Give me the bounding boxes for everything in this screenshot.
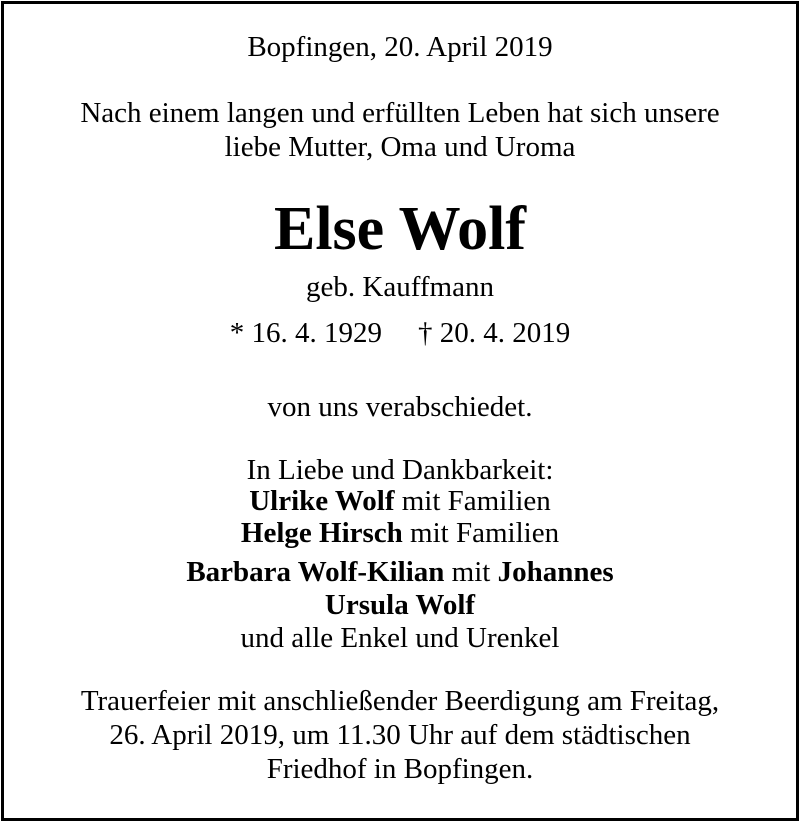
deceased-name: Else Wolf <box>273 195 527 263</box>
funeral-line-3: Friedhof in Bopfingen. <box>266 753 534 785</box>
funeral-line-2: 26. April 2019, um 11.30 Uhr auf dem städtischen <box>109 719 691 751</box>
mourner-suffix: mit Familien <box>402 517 560 549</box>
life-dates <box>0 316 800 350</box>
mourner-line-3 <box>0 555 800 589</box>
mourner-connector: mit <box>444 556 498 588</box>
maiden-name: geb. Kauffmann <box>306 271 494 303</box>
mourner-name: Helge Hirsch <box>240 517 403 549</box>
birth-date: * 16. 4. 1929 <box>229 317 382 349</box>
mourner-name: Ursula Wolf <box>324 589 476 621</box>
mourners-closing: und alle Enkel und Urenkel <box>240 622 560 654</box>
mourner-suffix: mit Familien <box>394 485 551 517</box>
mourner-name: Barbara Wolf-Kilian <box>186 556 445 588</box>
mourner-name: Ulrike Wolf <box>249 485 395 517</box>
place-date: Bopfingen, 20. April 2019 <box>247 31 553 63</box>
intro-line-2: liebe Mutter, Oma und Uroma <box>224 131 576 163</box>
farewell-text: von uns verabschiedet. <box>267 391 533 423</box>
death-date: † 20. 4. 2019 <box>418 317 571 349</box>
funeral-line-1: Trauerfeier mit anschließender Beerdigung am Freitag, <box>80 685 720 717</box>
mourner-line-1 <box>0 484 800 518</box>
mourners-heading: In Liebe und Dankbarkeit: <box>246 454 554 486</box>
intro-line-1: Nach einem langen und erfüllten Leben hat sich unsere <box>80 97 720 129</box>
mourner-line-4 <box>0 588 800 622</box>
mourner-line-2 <box>0 516 800 550</box>
mourner-name-2: Johannes <box>497 556 614 588</box>
